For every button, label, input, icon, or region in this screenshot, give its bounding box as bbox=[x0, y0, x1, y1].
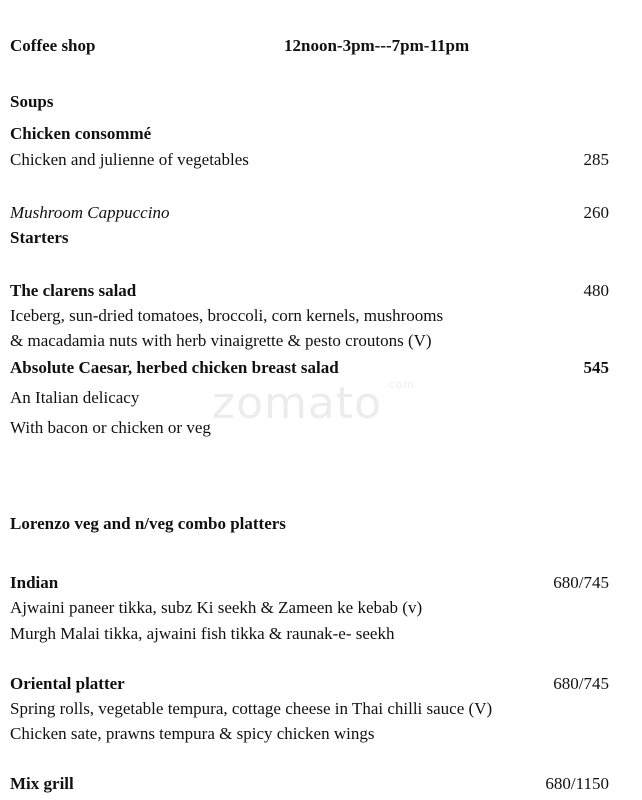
item-price-chicken-consomme: 285 bbox=[583, 150, 609, 169]
item-desc-oriental-platter-line2: Chicken sate, prawns tempura & spicy chicken wings bbox=[10, 724, 375, 743]
section-heading-soups: Soups bbox=[10, 92, 54, 111]
item-desc-absolute-caesar-line2: With bacon or chicken or veg bbox=[10, 418, 211, 437]
opening-hours: 12noon-3pm---7pm-11pm bbox=[284, 36, 470, 55]
item-name-mix-grill: Mix grill bbox=[10, 774, 74, 793]
item-name-absolute-caesar: Absolute Caesar, herbed chicken breast salad bbox=[10, 358, 339, 377]
item-price-oriental-platter: 680/745 bbox=[553, 674, 609, 693]
menu-title: Coffee shop bbox=[10, 36, 96, 55]
item-desc-absolute-caesar-line1: An Italian delicacy bbox=[10, 388, 140, 407]
item-name-mushroom-cappuccino: Mushroom Cappuccino bbox=[10, 203, 170, 222]
item-price-clarens-salad: 480 bbox=[583, 281, 609, 300]
item-desc-indian-platter-line1: Ajwaini paneer tikka, subz Ki seekh & Zameen ke kebab (v) bbox=[10, 598, 423, 617]
section-heading-starters: Starters bbox=[10, 228, 69, 247]
item-price-indian-platter: 680/745 bbox=[553, 573, 609, 592]
item-name-clarens-salad: The clarens salad bbox=[10, 281, 137, 300]
item-name-oriental-platter: Oriental platter bbox=[10, 674, 125, 693]
zomato-watermark: zomato $^{.com}$ bbox=[212, 378, 416, 429]
item-desc-oriental-platter-line1: Spring rolls, vegetable tempura, cottage cheese in Thai chilli sauce (V) bbox=[10, 699, 493, 718]
item-name-indian-platter: Indian bbox=[10, 573, 59, 592]
item-price-mix-grill: 680/1150 bbox=[545, 774, 609, 793]
item-desc-indian-platter-line2: Murgh Malai tikka, ajwaini fish tikka & raunak-e- seekh bbox=[10, 624, 395, 643]
item-desc-clarens-salad-line1: Iceberg, sun-dried tomatoes, broccoli, corn kernels, mushrooms bbox=[10, 306, 444, 325]
item-desc-clarens-salad-line2: & macadamia nuts with herb vinaigrette & pesto croutons (V) bbox=[10, 331, 432, 350]
item-price-mushroom-cappuccino: 260 bbox=[583, 203, 609, 222]
item-desc-chicken-consomme: Chicken and julienne of vegetables bbox=[10, 150, 249, 169]
section-heading-platters: Lorenzo veg and n/veg combo platters bbox=[10, 514, 286, 533]
item-price-absolute-caesar: 545 bbox=[583, 358, 609, 377]
item-name-chicken-consomme: Chicken consommé bbox=[10, 124, 152, 143]
